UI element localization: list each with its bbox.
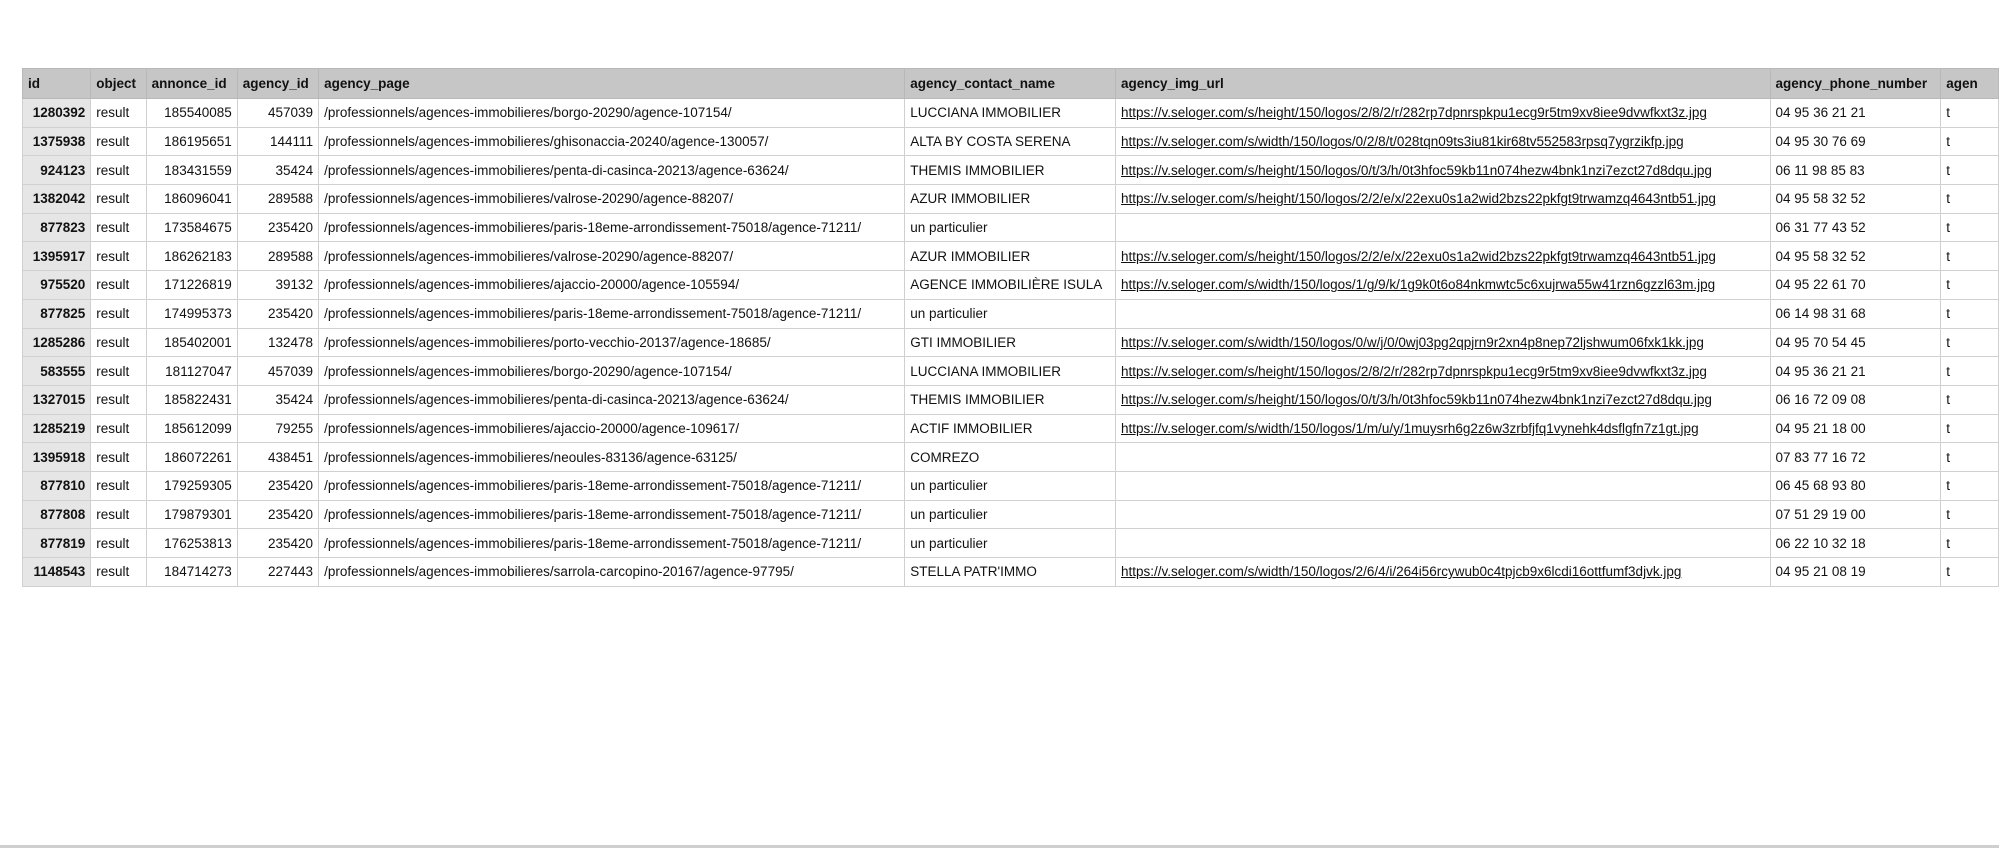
- cell-agen[interactable]: t: [1941, 185, 1999, 214]
- cell-id[interactable]: 877823: [23, 213, 91, 242]
- cell-agen[interactable]: t: [1941, 271, 1999, 300]
- cell-annonce-id[interactable]: 186072261: [146, 443, 237, 472]
- cell-agen[interactable]: t: [1941, 299, 1999, 328]
- cell-agency-id[interactable]: 457039: [237, 357, 318, 386]
- cell-id[interactable]: 1375938: [23, 127, 91, 156]
- column-header-agency-contact-name[interactable]: agency_contact_name: [905, 69, 1116, 99]
- cell-agency-contact-name[interactable]: COMREZO: [905, 443, 1116, 472]
- cell-agency-page[interactable]: /professionnels/agences-immobilieres/paris-18eme-arrondissement-75018/agence-71211/: [319, 471, 905, 500]
- cell-object[interactable]: result: [91, 414, 146, 443]
- cell-object[interactable]: result: [91, 127, 146, 156]
- cell-object[interactable]: result: [91, 156, 146, 185]
- cell-agency-phone-number[interactable]: 06 16 72 09 08: [1770, 385, 1941, 414]
- cell-agency-img-url[interactable]: [1116, 328, 1771, 357]
- cell-agency-id[interactable]: 79255: [237, 414, 318, 443]
- cell-id[interactable]: 1395917: [23, 242, 91, 271]
- cell-annonce-id[interactable]: 171226819: [146, 271, 237, 300]
- cell-agency-page[interactable]: /professionnels/agences-immobilieres/neoules-83136/agence-63125/: [319, 443, 905, 472]
- cell-agency-contact-name[interactable]: un particulier: [905, 500, 1116, 529]
- table-body: [23, 99, 1999, 587]
- cell-agency-page[interactable]: /professionnels/agences-immobilieres/paris-18eme-arrondissement-75018/agence-71211/: [319, 299, 905, 328]
- cell-id[interactable]: 877819: [23, 529, 91, 558]
- cell-id[interactable]: 924123: [23, 156, 91, 185]
- cell-agency-img-url[interactable]: [1116, 99, 1771, 128]
- cell-agency-contact-name[interactable]: AGENCE IMMOBILIÈRE ISULA: [905, 271, 1116, 300]
- table-row[interactable]: [23, 328, 1999, 357]
- table-row[interactable]: [23, 385, 1999, 414]
- cell-agency-contact-name[interactable]: AZUR IMMOBILIER: [905, 185, 1116, 214]
- cell-agency-phone-number[interactable]: 06 45 68 93 80: [1770, 471, 1941, 500]
- cell-agency-phone-number[interactable]: 04 95 36 21 21: [1770, 99, 1941, 128]
- cell-agency-id[interactable]: 289588: [237, 185, 318, 214]
- cell-agency-id[interactable]: 457039: [237, 99, 318, 128]
- cell-agen[interactable]: t: [1941, 213, 1999, 242]
- cell-object[interactable]: result: [91, 385, 146, 414]
- cell-agency-contact-name[interactable]: ALTA BY COSTA SERENA: [905, 127, 1116, 156]
- cell-agency-page[interactable]: /professionnels/agences-immobilieres/penta-di-casinca-20213/agence-63624/: [319, 156, 905, 185]
- cell-agency-contact-name[interactable]: STELLA PATR'IMMO: [905, 558, 1116, 587]
- cell-annonce-id[interactable]: 181127047: [146, 357, 237, 386]
- cell-annonce-id[interactable]: 183431559: [146, 156, 237, 185]
- cell-id[interactable]: 1382042: [23, 185, 91, 214]
- table-row[interactable]: [23, 299, 1999, 328]
- image-url-link[interactable]: https://v.seloger.com/s/width/150/logos/0/2/8/t/028tqn09ts3iu81kir68tv552583rpsq7ygrzikfp.jpg: [1121, 134, 1684, 150]
- cell-agency-id[interactable]: 35424: [237, 156, 318, 185]
- cell-agency-phone-number[interactable]: 04 95 58 32 52: [1770, 242, 1941, 271]
- cell-annonce-id[interactable]: 179879301: [146, 500, 237, 529]
- cell-id[interactable]: 583555: [23, 357, 91, 386]
- cell-id[interactable]: 1327015: [23, 385, 91, 414]
- cell-agency-contact-name[interactable]: THEMIS IMMOBILIER: [905, 385, 1116, 414]
- image-url-link[interactable]: https://v.seloger.com/s/height/150/logos/0/t/3/h/0t3hfoc59kb11n074hezw4bnk1nzi7ezct27d8dqu.jpg: [1121, 392, 1712, 408]
- cell-object[interactable]: result: [91, 213, 146, 242]
- cell-agen[interactable]: t: [1941, 357, 1999, 386]
- table-row[interactable]: [23, 357, 1999, 386]
- image-url-link[interactable]: https://v.seloger.com/s/height/150/logos/2/2/e/x/22exu0s1a2wid2bzs22pkfgt9trwamzq4643ntb51.jpg: [1121, 248, 1716, 264]
- cell-agency-id[interactable]: 235420: [237, 529, 318, 558]
- cell-agency-img-url[interactable]: [1116, 443, 1771, 472]
- table-row[interactable]: [23, 127, 1999, 156]
- table-row[interactable]: [23, 414, 1999, 443]
- image-url-link[interactable]: https://v.seloger.com/s/width/150/logos/1/m/u/y/1muysrh6g2z6w3zrbfjfq1vynehk4dsflgfn7z1gt.jpg: [1121, 420, 1699, 436]
- cell-object[interactable]: result: [91, 328, 146, 357]
- image-url-link[interactable]: https://v.seloger.com/s/width/150/logos/2/6/4/i/264i56rcywub0c4tpjcb9x6lcdi16ottfumf3djvk.jpg: [1121, 564, 1682, 580]
- cell-agen[interactable]: t: [1941, 385, 1999, 414]
- image-url-link[interactable]: https://v.seloger.com/s/width/150/logos/1/g/9/k/1g9k0t6o84nkmwtc5c6xujrwa55w41rzn6gzzl63m.jpg: [1121, 277, 1716, 293]
- cell-annonce-id[interactable]: 186262183: [146, 242, 237, 271]
- cell-agency-page[interactable]: /professionnels/agences-immobilieres/borgo-20290/agence-107154/: [319, 99, 905, 128]
- cell-agen[interactable]: t: [1941, 471, 1999, 500]
- cell-agen[interactable]: t: [1941, 127, 1999, 156]
- cell-agency-phone-number[interactable]: 04 95 21 18 00: [1770, 414, 1941, 443]
- cell-agency-img-url[interactable]: [1116, 357, 1771, 386]
- column-header-agency-id[interactable]: agency_id: [237, 69, 318, 99]
- cell-agency-contact-name[interactable]: ACTIF IMMOBILIER: [905, 414, 1116, 443]
- cell-agency-page[interactable]: /professionnels/agences-immobilieres/sarrola-carcopino-20167/agence-97795/: [319, 558, 905, 587]
- column-header-agency-img-url[interactable]: agency_img_url: [1116, 69, 1771, 99]
- table-row[interactable]: [23, 185, 1999, 214]
- cell-agency-id[interactable]: 235420: [237, 299, 318, 328]
- column-header-agen[interactable]: agen: [1941, 69, 1999, 99]
- column-header-agency-phone-number[interactable]: agency_phone_number: [1770, 69, 1941, 99]
- cell-agency-id[interactable]: 35424: [237, 385, 318, 414]
- image-url-link[interactable]: https://v.seloger.com/s/height/150/logos/2/8/2/r/282rp7dpnrspkpu1ecg9r5tm9xv8iee9dvwfkxt3z.jpg: [1121, 105, 1707, 121]
- image-url-link[interactable]: https://v.seloger.com/s/height/150/logos/2/2/e/x/22exu0s1a2wid2bzs22pkfgt9trwamzq4643ntb51.jpg: [1121, 191, 1716, 207]
- cell-id[interactable]: 975520: [23, 271, 91, 300]
- cell-object[interactable]: result: [91, 185, 146, 214]
- cell-object[interactable]: result: [91, 443, 146, 472]
- cell-agency-img-url[interactable]: [1116, 185, 1771, 214]
- cell-agency-page[interactable]: /professionnels/agences-immobilieres/paris-18eme-arrondissement-75018/agence-71211/: [319, 213, 905, 242]
- column-header-id[interactable]: id: [23, 69, 91, 99]
- column-header-annonce-id[interactable]: annonce_id: [146, 69, 237, 99]
- cell-agency-phone-number[interactable]: 04 95 36 21 21: [1770, 357, 1941, 386]
- cell-agency-img-url[interactable]: [1116, 213, 1771, 242]
- cell-agen[interactable]: t: [1941, 500, 1999, 529]
- cell-agency-img-url[interactable]: [1116, 242, 1771, 271]
- cell-agency-img-url[interactable]: [1116, 271, 1771, 300]
- cell-agen[interactable]: t: [1941, 443, 1999, 472]
- cell-id[interactable]: 877825: [23, 299, 91, 328]
- cell-agency-contact-name[interactable]: un particulier: [905, 471, 1116, 500]
- cell-annonce-id[interactable]: 184714273: [146, 558, 237, 587]
- cell-agency-img-url[interactable]: [1116, 156, 1771, 185]
- cell-agency-img-url[interactable]: [1116, 471, 1771, 500]
- cell-agency-phone-number[interactable]: 04 95 30 76 69: [1770, 127, 1941, 156]
- cell-agency-img-url[interactable]: [1116, 529, 1771, 558]
- cell-id[interactable]: 877808: [23, 500, 91, 529]
- cell-agency-contact-name[interactable]: un particulier: [905, 299, 1116, 328]
- column-header-object[interactable]: object: [91, 69, 146, 99]
- cell-agency-img-url[interactable]: [1116, 385, 1771, 414]
- cell-id[interactable]: 1395918: [23, 443, 91, 472]
- table-row[interactable]: [23, 99, 1999, 128]
- cell-annonce-id[interactable]: 185822431: [146, 385, 237, 414]
- image-url-link[interactable]: https://v.seloger.com/s/width/150/logos/0/w/j/0/0wj03pg2qpjrn9r2xn4p8nep72ljshwum06fxk1kk.jpg: [1121, 334, 1704, 350]
- cell-object[interactable]: result: [91, 500, 146, 529]
- cell-agen[interactable]: t: [1941, 242, 1999, 271]
- cell-agency-id[interactable]: 235420: [237, 500, 318, 529]
- cell-agency-page[interactable]: /professionnels/agences-immobilieres/valrose-20290/agence-88207/: [319, 242, 905, 271]
- table-row[interactable]: [23, 558, 1999, 587]
- cell-agen[interactable]: t: [1941, 558, 1999, 587]
- cell-annonce-id[interactable]: 185612099: [146, 414, 237, 443]
- cell-id[interactable]: 1285219: [23, 414, 91, 443]
- cell-agency-img-url[interactable]: [1116, 500, 1771, 529]
- cell-agency-phone-number[interactable]: 06 14 98 31 68: [1770, 299, 1941, 328]
- column-header-agency-page[interactable]: agency_page: [319, 69, 905, 99]
- cell-agency-page[interactable]: /professionnels/agences-immobilieres/paris-18eme-arrondissement-75018/agence-71211/: [319, 529, 905, 558]
- cell-agency-id[interactable]: 132478: [237, 328, 318, 357]
- data-table: [22, 68, 1999, 587]
- table-row[interactable]: [23, 529, 1999, 558]
- cell-agency-id[interactable]: 144111: [237, 127, 318, 156]
- cell-id[interactable]: 877810: [23, 471, 91, 500]
- cell-object[interactable]: result: [91, 471, 146, 500]
- cell-agency-page[interactable]: /professionnels/agences-immobilieres/borgo-20290/agence-107154/: [319, 357, 905, 386]
- cell-agency-img-url[interactable]: [1116, 299, 1771, 328]
- cell-annonce-id[interactable]: 185540085: [146, 99, 237, 128]
- cell-object[interactable]: result: [91, 271, 146, 300]
- table-row[interactable]: [23, 242, 1999, 271]
- cell-object[interactable]: result: [91, 357, 146, 386]
- image-url-link[interactable]: https://v.seloger.com/s/height/150/logos/0/t/3/h/0t3hfoc59kb11n074hezw4bnk1nzi7ezct27d8dqu.jpg: [1121, 162, 1712, 178]
- cell-agency-img-url[interactable]: [1116, 558, 1771, 587]
- cell-agency-img-url[interactable]: [1116, 414, 1771, 443]
- cell-agency-phone-number[interactable]: 04 95 70 54 45: [1770, 328, 1941, 357]
- cell-agency-page[interactable]: /professionnels/agences-immobilieres/paris-18eme-arrondissement-75018/agence-71211/: [319, 500, 905, 529]
- cell-agen[interactable]: t: [1941, 99, 1999, 128]
- cell-annonce-id[interactable]: 186195651: [146, 127, 237, 156]
- cell-agency-phone-number[interactable]: 04 95 22 61 70: [1770, 271, 1941, 300]
- cell-agency-contact-name[interactable]: THEMIS IMMOBILIER: [905, 156, 1116, 185]
- cell-agency-id[interactable]: 39132: [237, 271, 318, 300]
- cell-id[interactable]: 1280392: [23, 99, 91, 128]
- table-row[interactable]: [23, 443, 1999, 472]
- cell-agency-phone-number[interactable]: 07 51 29 19 00: [1770, 500, 1941, 529]
- cell-agency-id[interactable]: 235420: [237, 471, 318, 500]
- cell-agency-phone-number[interactable]: 06 22 10 32 18: [1770, 529, 1941, 558]
- table-row[interactable]: [23, 213, 1999, 242]
- cell-agency-page[interactable]: /professionnels/agences-immobilieres/porto-vecchio-20137/agence-18685/: [319, 328, 905, 357]
- cell-annonce-id[interactable]: 173584675: [146, 213, 237, 242]
- cell-annonce-id[interactable]: 174995373: [146, 299, 237, 328]
- spreadsheet-view: [22, 68, 1999, 587]
- cell-agency-phone-number[interactable]: 04 95 58 32 52: [1770, 185, 1941, 214]
- cell-agency-page[interactable]: /professionnels/agences-immobilieres/valrose-20290/agence-88207/: [319, 185, 905, 214]
- cell-agency-contact-name[interactable]: un particulier: [905, 213, 1116, 242]
- cell-annonce-id[interactable]: 186096041: [146, 185, 237, 214]
- cell-id[interactable]: 1285286: [23, 328, 91, 357]
- cell-agency-img-url[interactable]: [1116, 127, 1771, 156]
- cell-agency-phone-number[interactable]: 06 11 98 85 83: [1770, 156, 1941, 185]
- cell-agency-contact-name[interactable]: LUCCIANA IMMOBILIER: [905, 99, 1116, 128]
- cell-agency-contact-name[interactable]: LUCCIANA IMMOBILIER: [905, 357, 1116, 386]
- cell-agency-page[interactable]: /professionnels/agences-immobilieres/ajaccio-20000/agence-105594/: [319, 271, 905, 300]
- cell-agency-contact-name[interactable]: un particulier: [905, 529, 1116, 558]
- cell-agency-page[interactable]: /professionnels/agences-immobilieres/ajaccio-20000/agence-109617/: [319, 414, 905, 443]
- cell-agency-phone-number[interactable]: 07 83 77 16 72: [1770, 443, 1941, 472]
- cell-annonce-id[interactable]: 179259305: [146, 471, 237, 500]
- table-row[interactable]: [23, 271, 1999, 300]
- header-row: [23, 69, 1999, 99]
- cell-agen[interactable]: t: [1941, 156, 1999, 185]
- cell-agen[interactable]: t: [1941, 328, 1999, 357]
- cell-agency-phone-number[interactable]: 04 95 21 08 19: [1770, 558, 1941, 587]
- cell-agency-id[interactable]: 438451: [237, 443, 318, 472]
- cell-agency-page[interactable]: /professionnels/agences-immobilieres/penta-di-casinca-20213/agence-63624/: [319, 385, 905, 414]
- cell-agency-id[interactable]: 235420: [237, 213, 318, 242]
- image-url-link[interactable]: https://v.seloger.com/s/height/150/logos/2/8/2/r/282rp7dpnrspkpu1ecg9r5tm9xv8iee9dvwfkxt3z.jpg: [1121, 363, 1707, 379]
- table-row[interactable]: [23, 156, 1999, 185]
- cell-agen[interactable]: t: [1941, 529, 1999, 558]
- table-row[interactable]: [23, 471, 1999, 500]
- table-row[interactable]: [23, 500, 1999, 529]
- cell-annonce-id[interactable]: 176253813: [146, 529, 237, 558]
- cell-object[interactable]: result: [91, 242, 146, 271]
- cell-object[interactable]: result: [91, 529, 146, 558]
- cell-agency-id[interactable]: 289588: [237, 242, 318, 271]
- cell-agency-contact-name[interactable]: GTI IMMOBILIER: [905, 328, 1116, 357]
- cell-agency-page[interactable]: /professionnels/agences-immobilieres/ghisonaccia-20240/agence-130057/: [319, 127, 905, 156]
- cell-agency-id[interactable]: 227443: [237, 558, 318, 587]
- cell-object[interactable]: result: [91, 99, 146, 128]
- cell-agen[interactable]: t: [1941, 414, 1999, 443]
- cell-agency-phone-number[interactable]: 06 31 77 43 52: [1770, 213, 1941, 242]
- cell-id[interactable]: 1148543: [23, 558, 91, 587]
- cell-agency-contact-name[interactable]: AZUR IMMOBILIER: [905, 242, 1116, 271]
- cell-object[interactable]: result: [91, 299, 146, 328]
- cell-annonce-id[interactable]: 185402001: [146, 328, 237, 357]
- cell-object[interactable]: result: [91, 558, 146, 587]
